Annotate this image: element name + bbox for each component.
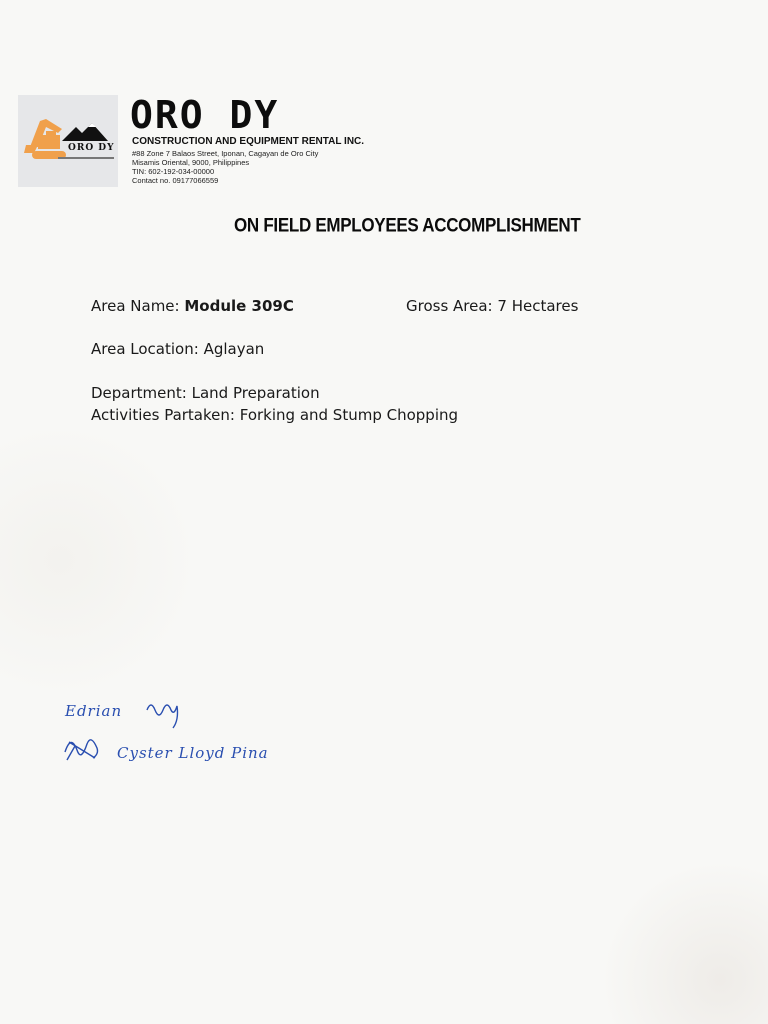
handwritten-signatures [55,680,335,780]
company-name: ORO DY [130,93,280,137]
department-label: Department: [91,384,187,402]
area-name-field [91,297,294,315]
area-name-value: Module 309C [184,297,294,315]
department-field [91,384,320,402]
gross-area-field [406,297,578,315]
signature-scribble-1 [147,705,178,728]
area-location-value: Aglayan [203,340,265,358]
company-subtitle: CONSTRUCTION AND EQUIPMENT RENTAL INC. [132,136,365,147]
document-title: ON FIELD EMPLOYEES ACCOMPLISHMENT [234,214,581,236]
excavator-mountain-icon [18,95,118,187]
signature-cyster-lloyd-pina: Cyster Lloyd Pina [117,744,269,762]
company-contact: Contact no. 09177066559 [132,176,219,185]
gross-area-value: 7 Hectares [497,297,579,315]
company-tin: TIN: 602-192-034-00000 [132,167,215,176]
logo-text: ORO DY [68,143,115,153]
department-value: Land Preparation [191,384,320,402]
activities-value: Forking and Stump Chopping [239,406,459,424]
activities-label: Activities Partaken: [91,406,235,424]
company-address-line1: #88 Zone 7 Balaos Street, Iponan, Cagayan de Oro City [132,149,319,158]
company-logo [18,95,118,187]
area-location-label: Area Location: [91,340,199,358]
gross-area-label: Gross Area: [406,297,493,315]
area-location-field [91,340,264,358]
activities-field [91,406,458,424]
area-name-label: Area Name: [91,297,180,315]
signature-edrian: Edrian [65,702,123,720]
signature-crossout [65,740,98,760]
company-address-line2: Misamis Oriental, 9000, Philippines [132,158,250,167]
